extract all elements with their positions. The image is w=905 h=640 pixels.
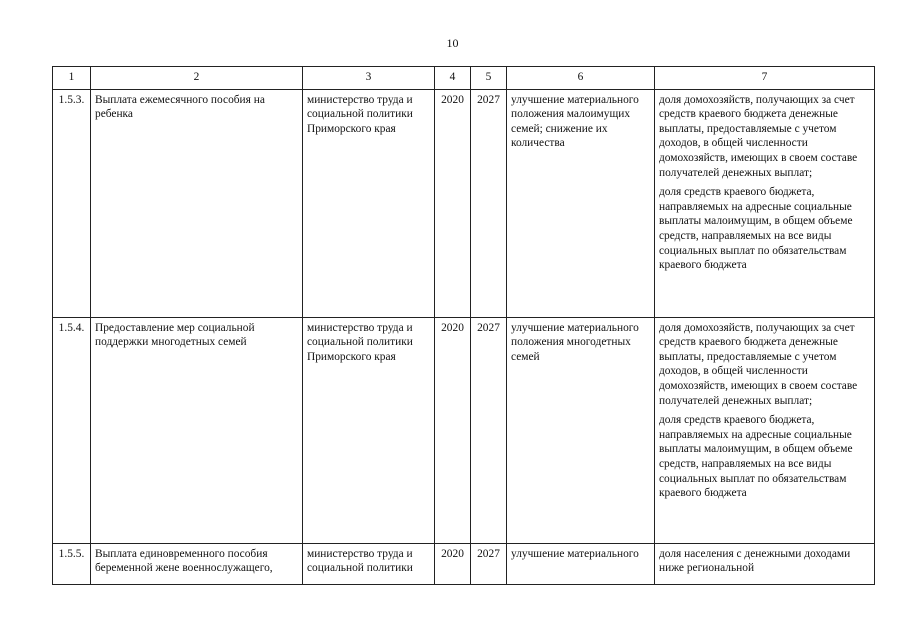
item-result: улучшение материального положения малоимущих семей; снижение их количества <box>507 89 655 317</box>
item-name: Выплата единовременного пособия беременной жене военнослужащего, <box>91 543 303 584</box>
indicator-text: доля домохозяйств, получающих за счет средств краевого бюджета денежные выплаты, предоставляемые с учетом доходов, в общей численности домохозяйств, имеющих в своем составе получателей денежных выплат; <box>659 93 858 179</box>
indicator-text: доля средств краевого бюджета, направляемых на адресные социальные выплаты малоимущим, в общем объеме средств, направляемых на все виды социальных выплат по обязательствам краевого бюджета <box>659 186 853 272</box>
indicator-text: доля домохозяйств, получающих за счет средств краевого бюджета денежные выплаты, предоставляемые с учетом доходов, в общей численности домохозяйств, имеющих в своем составе получателей денежных выплат; <box>659 321 858 407</box>
page-number: 10 <box>446 36 459 50</box>
program-table <box>52 66 875 585</box>
item-code: 1.5.4. <box>53 317 91 543</box>
item-result: улучшение материального <box>507 543 655 584</box>
header-cell: 5 <box>471 67 507 90</box>
item-executor: министерство труда и социальной политики Приморского края <box>303 89 435 317</box>
header-row <box>53 67 875 90</box>
item-end-year: 2027 <box>471 89 507 317</box>
indicator-text: доля средств краевого бюджета, направляемых на адресные социальные выплаты малоимущим, в общем объеме средств, направляемых на все виды социальных выплат по обязательствам краевого бюджета <box>659 414 853 500</box>
item-start-year: 2020 <box>435 543 471 584</box>
header-cell: 3 <box>303 67 435 90</box>
header-cell: 2 <box>91 67 303 90</box>
item-code: 1.5.5. <box>53 543 91 584</box>
header-cell: 7 <box>655 67 875 90</box>
item-end-year: 2027 <box>471 317 507 543</box>
item-end-year: 2027 <box>471 543 507 584</box>
item-name: Выплата ежемесячного пособия на ребенка <box>91 89 303 317</box>
header-cell: 6 <box>507 67 655 90</box>
table-row <box>53 543 875 584</box>
header-cell: 1 <box>53 67 91 90</box>
item-code: 1.5.3. <box>53 89 91 317</box>
header-cell: 4 <box>435 67 471 90</box>
item-result: улучшение материального положения многодетных семей <box>507 317 655 543</box>
item-start-year: 2020 <box>435 317 471 543</box>
item-start-year: 2020 <box>435 89 471 317</box>
item-executor: министерство труда и социальной политики <box>303 543 435 584</box>
indicator-text: доля населения с денежными доходами ниже региональной <box>659 547 851 575</box>
table-row <box>53 317 875 543</box>
table-row <box>53 89 875 317</box>
item-executor: министерство труда и социальной политики Приморского края <box>303 317 435 543</box>
item-name: Предоставление мер социальной поддержки многодетных семей <box>91 317 303 543</box>
item-indicators <box>655 543 875 584</box>
item-indicators <box>655 317 875 543</box>
item-indicators <box>655 89 875 317</box>
